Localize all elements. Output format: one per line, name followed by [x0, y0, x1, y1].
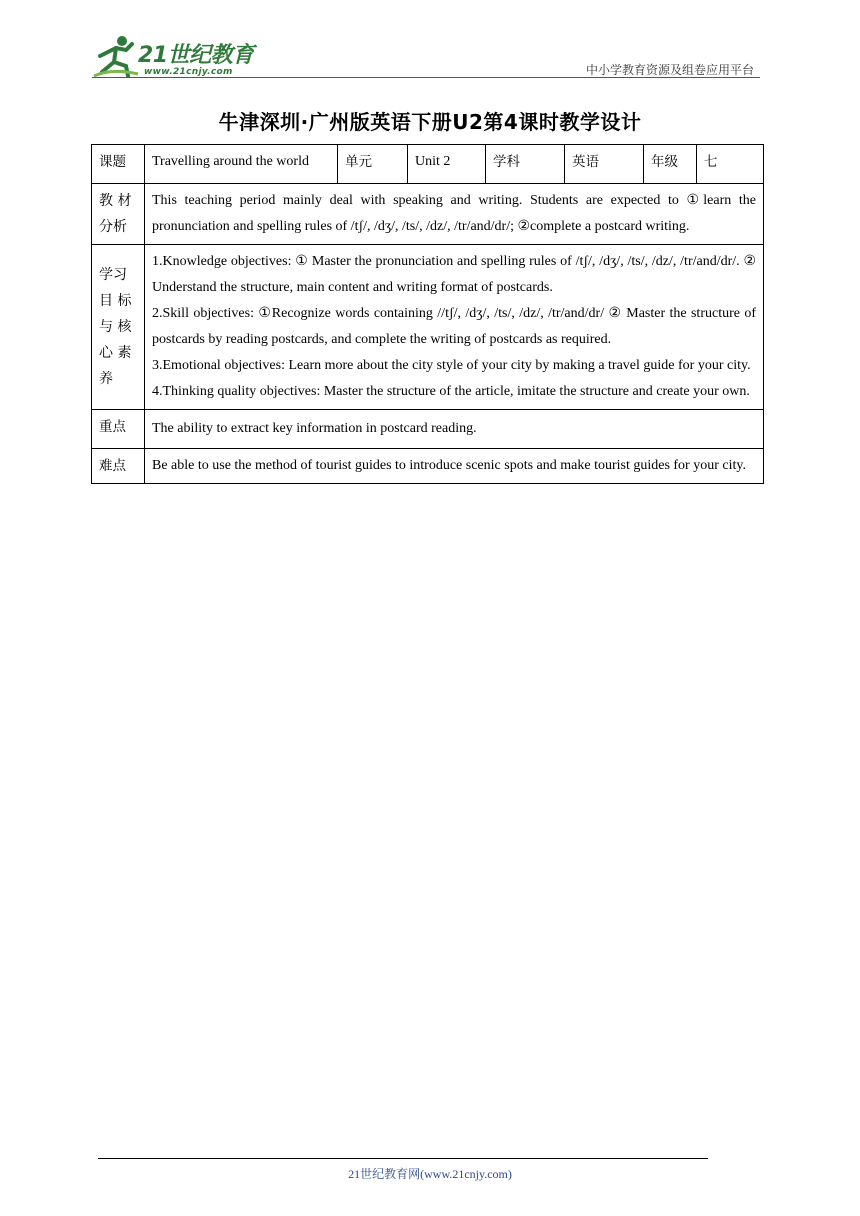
difficulty-text: Be able to use the method of tourist guides to introduce scenic spots and make tourist guides for your city.: [145, 449, 764, 484]
objective-item: 1.Knowledge objectives: ① Master the pronunciation and spelling rules of /tʃ/, /dʒ/, /ts/, /dz/, /tr/and/dr/. ② Understand the structure, main content and writing format of postcards.: [152, 254, 756, 295]
objective-item: 3.Emotional objectives: Learn more about the city style of your city by making a travel guide for your city.: [152, 358, 751, 373]
objectives-label-line: 学习: [99, 267, 127, 283]
table-row: [92, 245, 764, 410]
document-title: 牛津深圳·广州版英语下册U2第4课时教学设计: [218, 110, 642, 134]
objectives-label-line: 心 素: [99, 345, 132, 361]
logo-url: www.21cnjy.com: [144, 67, 233, 77]
subject-value: 英语: [565, 145, 644, 184]
analysis-label-line: 教 材: [99, 193, 132, 209]
unit-label: 单元: [338, 145, 408, 184]
unit-value: Unit 2: [408, 145, 486, 184]
header-divider: [92, 77, 760, 78]
site-logo: [92, 34, 262, 78]
table-row: [92, 145, 764, 184]
grade-label: 年级: [644, 145, 697, 184]
topic-label: 课题: [92, 145, 145, 184]
objective-item: 4.Thinking quality objectives: Master the structure of the article, imitate the structure and create your own.: [152, 384, 750, 399]
footer-divider: [98, 1158, 708, 1159]
key-point-label: 重点: [92, 410, 145, 449]
table-row: [92, 410, 764, 449]
objectives-label: [92, 245, 145, 410]
footer-text: 21世纪教育网(www.21cnjy.com): [348, 1167, 512, 1181]
subject-label: 学科: [486, 145, 565, 184]
analysis-label: [92, 184, 145, 245]
difficulty-label: 难点: [92, 449, 145, 484]
analysis-text: This teaching period mainly deal with speaking and writing. Students are expected to ①learn the pronunciation and spelling rules of /tʃ/, /dʒ/, /ts/, /dz/, /tr/and/dr/; ②complete a postcard writing.: [145, 184, 764, 245]
runner-logo-icon: [92, 34, 142, 80]
objectives-label-line: 养: [99, 371, 113, 387]
key-point-text: The ability to extract key information in postcard reading.: [145, 410, 764, 449]
logo-text: 21世纪教育: [138, 43, 254, 68]
grade-value: 七: [697, 145, 764, 184]
table-row: [92, 449, 764, 484]
platform-name: 中小学教育资源及组卷应用平台: [585, 63, 754, 77]
objectives-label-line: 目 标: [99, 293, 132, 309]
lesson-plan-table: [91, 144, 764, 484]
table-row: [92, 184, 764, 245]
objectives-label-line: 与 核: [99, 319, 132, 335]
analysis-label-line: 分析: [99, 219, 127, 235]
topic-value: Travelling around the world: [145, 145, 338, 184]
objectives-text: [145, 245, 764, 410]
objective-item: 2.Skill objectives: ①Recognize words containing //tʃ/, /dʒ/, /ts/, /dz/, /tr/and/dr/ ② Master the structure of postcards by reading postcards, and complete the writing of postcards as required.: [152, 306, 756, 347]
page-header: [92, 30, 760, 80]
